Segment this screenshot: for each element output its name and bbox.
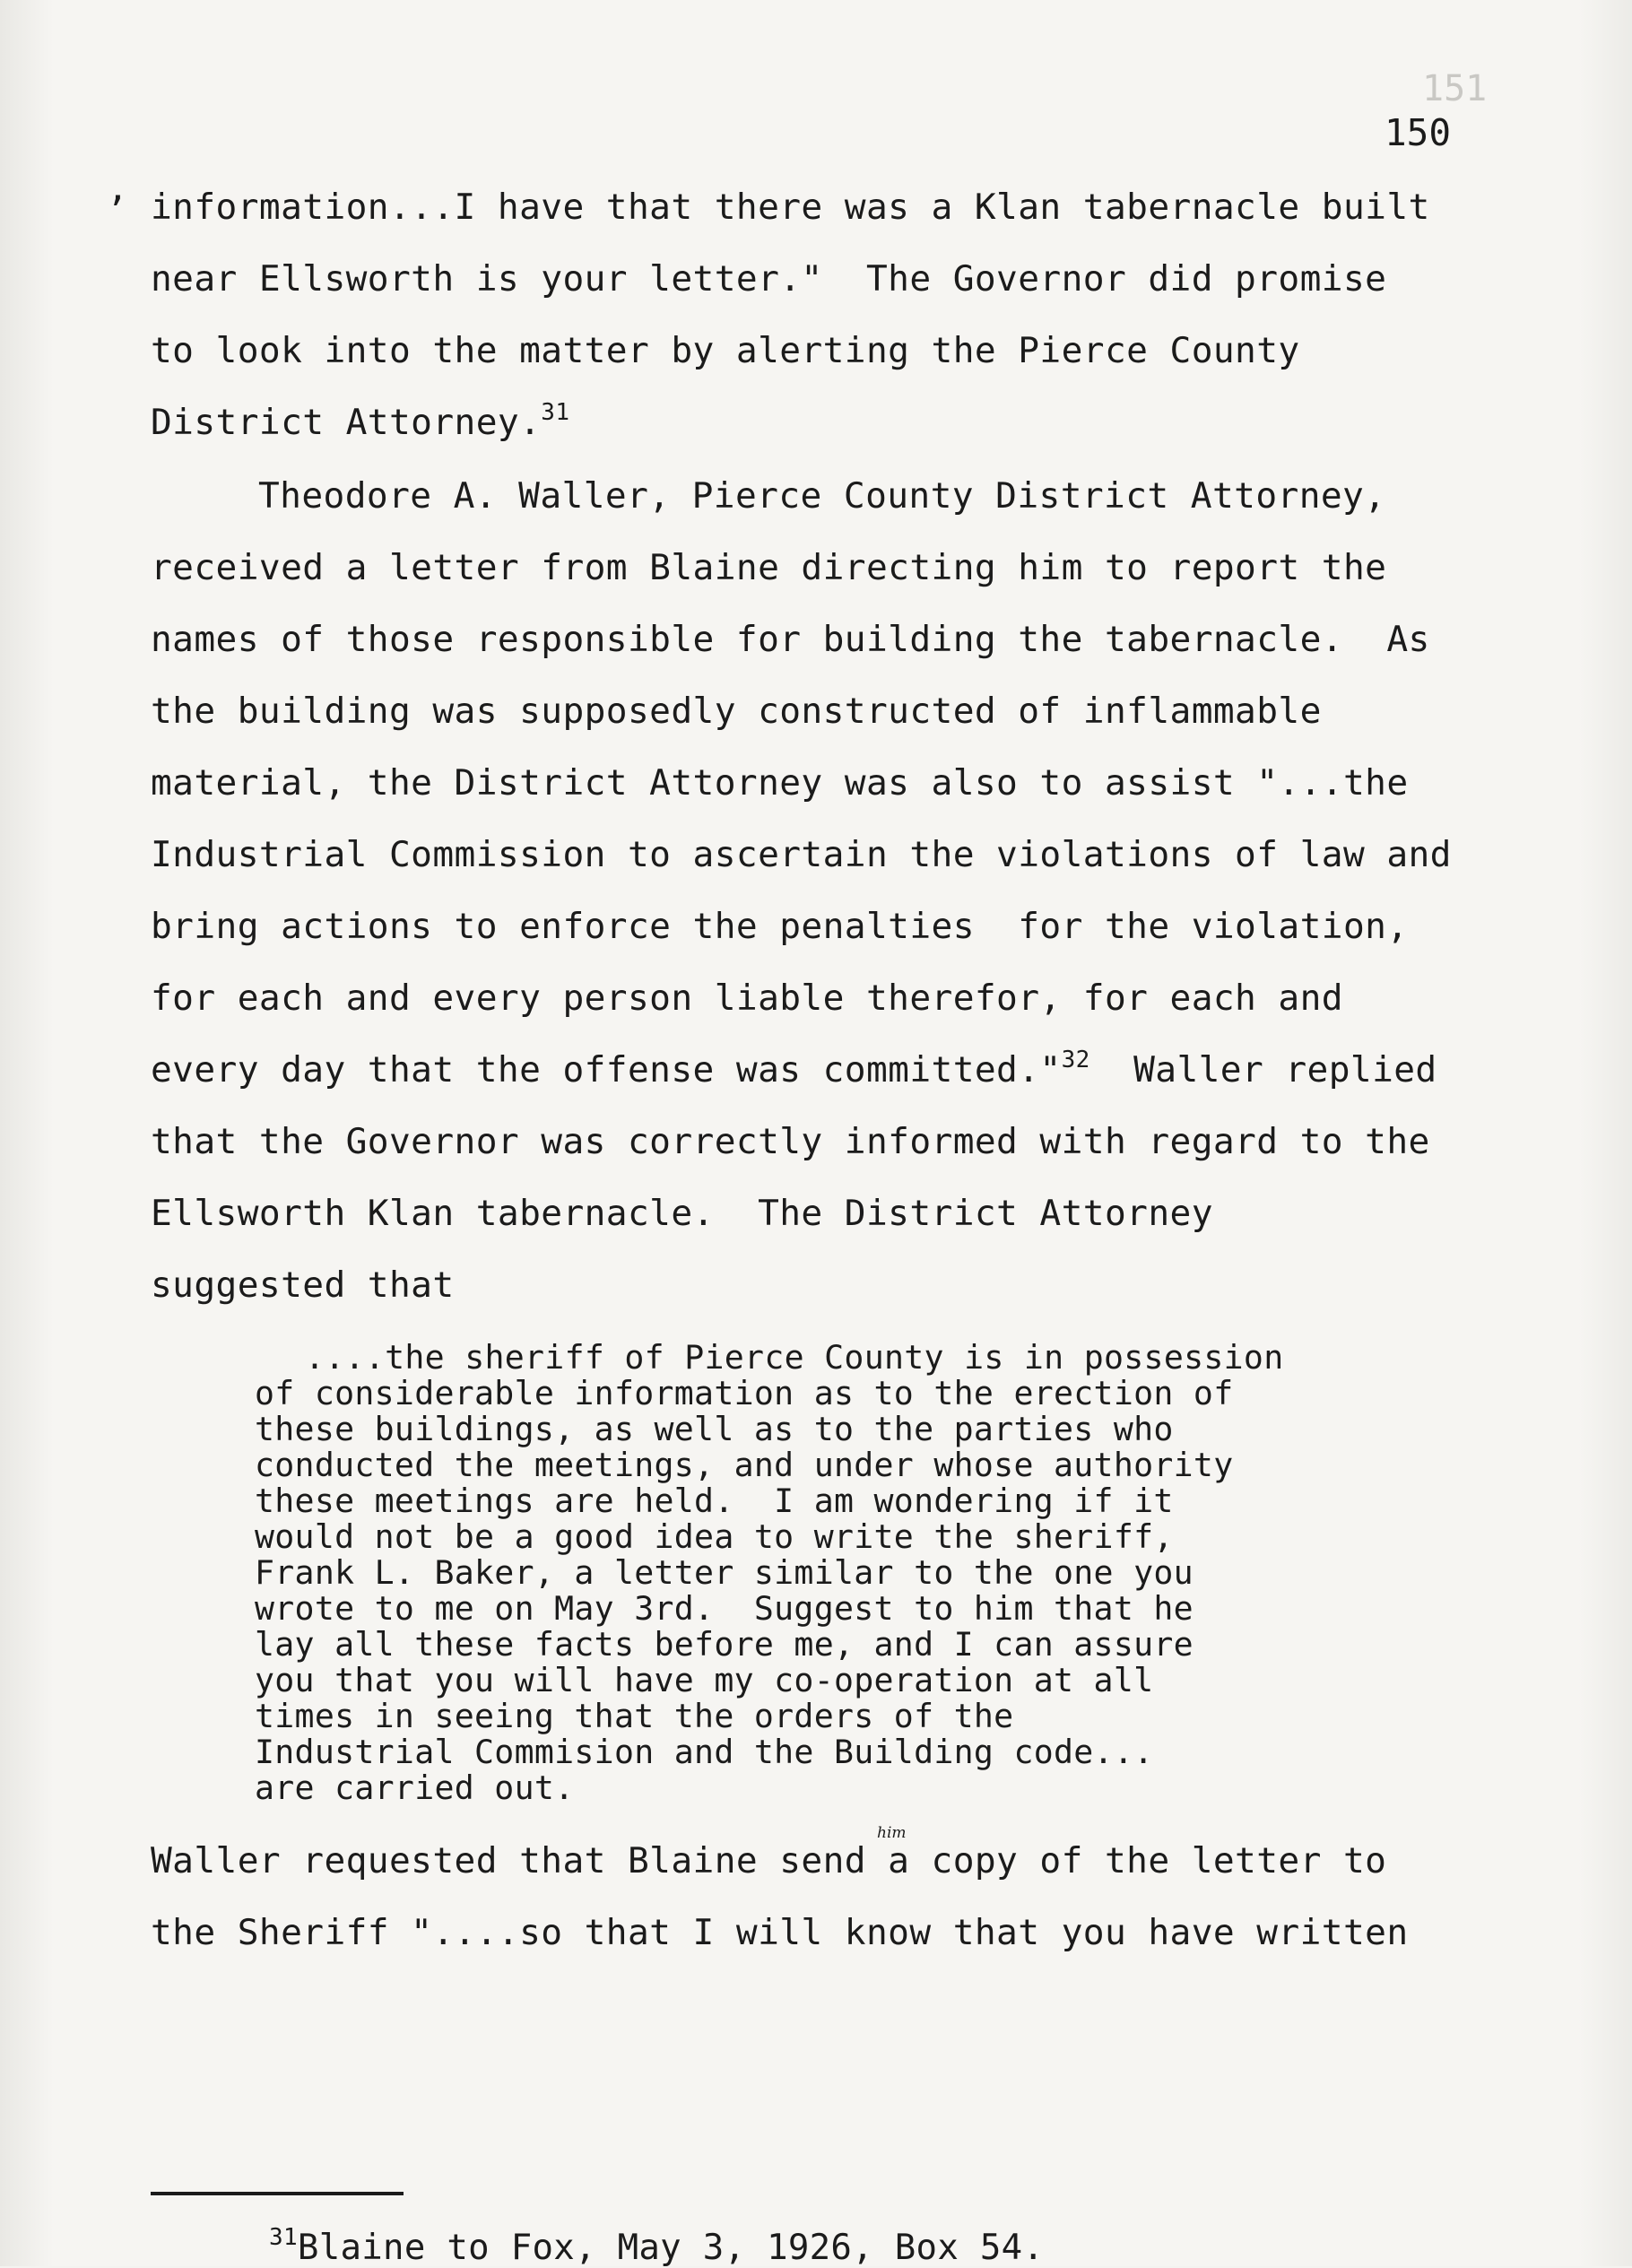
body-line: suggested that	[151, 1264, 455, 1306]
block-quote-line: you that you will have my co-operation at all	[255, 1661, 1154, 1699]
margin-mark: ʼ	[106, 190, 128, 231]
handwritten-insert: him	[877, 1824, 907, 1842]
block-quote-line: of considerable information as to the erection of	[255, 1374, 1234, 1412]
body-line	[151, 1049, 1437, 1091]
block-quote-line: these buildings, as well as to the parties who	[255, 1410, 1174, 1448]
footnote-ref-31: 31	[541, 399, 570, 426]
body-line: received a letter from Blaine directing him to report the	[151, 547, 1387, 588]
body-line: to look into the matter by alerting the Pierce County	[151, 330, 1300, 371]
body-line-text: every day that the offense was committed."	[151, 1049, 1062, 1091]
body-line: the building was supposedly constructed of inflammable	[151, 691, 1322, 732]
bleed-through-page-number: 151	[1422, 68, 1488, 109]
footnote-text: Blaine to Fox, May 3, 1926, Box 54.	[297, 2228, 1045, 2268]
footnote-ref-32: 32	[1061, 1047, 1090, 1073]
block-quote-line: would not be a good idea to write the sheriff,	[255, 1517, 1174, 1556]
body-line: Industrial Commission to ascertain the violations of law and	[151, 834, 1452, 875]
body-line: Ellsworth Klan tabernacle. The District Attorney	[151, 1193, 1213, 1234]
body-line: bring actions to enforce the penalties for the violation,	[151, 906, 1409, 947]
body-line: material, the District Attorney was also to assist "...the	[151, 762, 1409, 804]
block-quote-line: wrote to me on May 3rd. Suggest to him that he	[255, 1589, 1194, 1628]
body-line-text: District Attorney.	[151, 402, 542, 443]
body-line: for each and every person liable therefor, for each and	[151, 978, 1343, 1019]
block-quote-line: times in seeing that the orders of the	[255, 1697, 1014, 1735]
block-quote-line: ....the sheriff of Pierce County is in possession	[305, 1338, 1284, 1377]
body-line: information...I have that there was a Klan tabernacle built	[151, 187, 1430, 228]
block-quote-line: Industrial Commision and the Building code...	[255, 1733, 1154, 1771]
body-line: names of those responsible for building the tabernacle. As	[151, 619, 1430, 660]
block-quote-line: lay all these facts before me, and I can assure	[255, 1625, 1194, 1664]
block-quote-line: Frank L. Baker, a letter similar to the one you	[255, 1553, 1194, 1592]
block-quote-line: these meetings are held. I am wondering if it	[255, 1482, 1174, 1520]
page-number: 150	[1385, 111, 1452, 154]
block-quote-line: conducted the meetings, and under whose authority	[255, 1446, 1234, 1484]
body-line-text: Waller replied	[1089, 1049, 1437, 1091]
paragraph-first-line: Theodore A. Waller, Pierce County District Attorney,	[258, 475, 1386, 517]
body-line: near Ellsworth is your letter." The Governor did promise	[151, 258, 1387, 300]
footnote-number: 31	[269, 2224, 298, 2251]
body-line: that the Governor was correctly informed with regard to the	[151, 1121, 1430, 1162]
footnote-separator	[151, 2192, 404, 2195]
block-quote-line: are carried out.	[255, 1768, 575, 1807]
body-line	[151, 399, 570, 443]
footnote-31	[269, 2224, 1045, 2268]
body-line: Waller requested that Blaine send a copy of the letter to	[151, 1840, 1387, 1881]
body-line: the Sheriff "....so that I will know that you have written	[151, 1912, 1409, 1953]
